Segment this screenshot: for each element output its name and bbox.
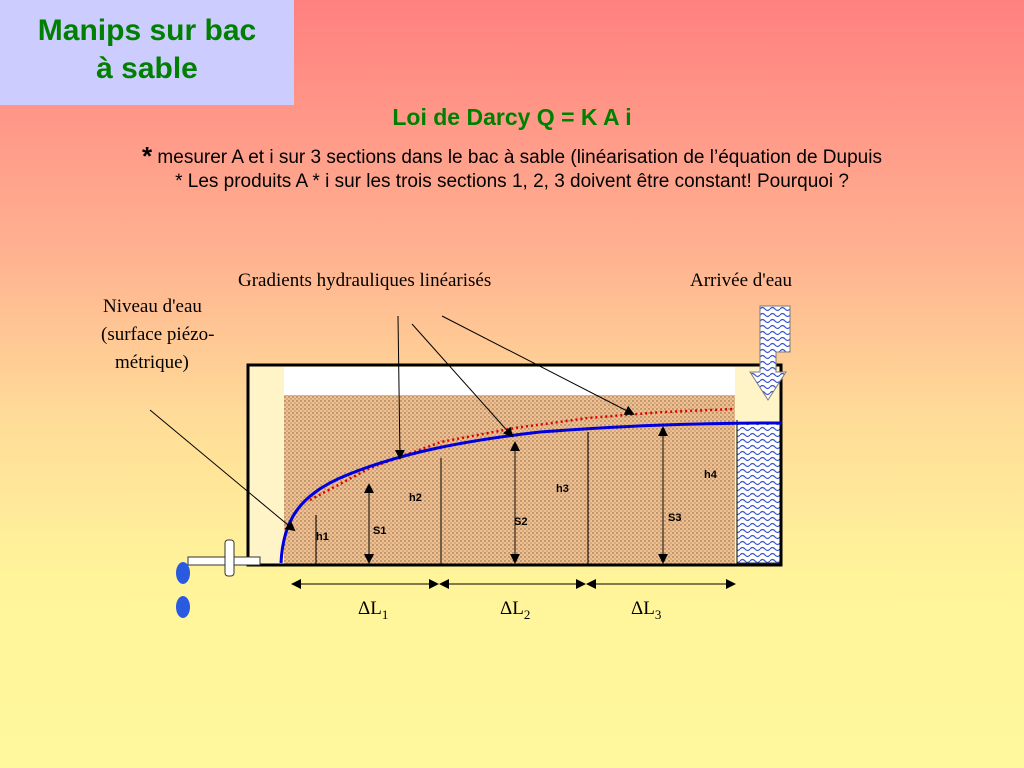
unsaturated-zone: [284, 367, 735, 395]
water-inflow-label: Arrivée d'eau: [690, 270, 793, 291]
h2-label: h2: [409, 492, 422, 504]
s3-label: S3: [668, 512, 682, 524]
delta-l1-label: $\Delta L_1$: [358, 598, 389, 622]
water-level-label-2: (surface piézo-: [101, 324, 215, 345]
bullet-star: *: [142, 141, 153, 171]
h1-label: h1: [316, 531, 329, 543]
h4-label: h4: [704, 469, 717, 481]
darcy-law-heading: Loi de Darcy Q = K A i: [392, 104, 632, 130]
delta-l2-label: $\Delta L_2$: [500, 598, 531, 622]
s1-label: S1: [373, 525, 387, 537]
s2-label: S2: [514, 516, 528, 528]
sand-body: [284, 395, 735, 564]
gradients-label: Gradients hydrauliques linéarisés: [238, 270, 492, 291]
delta-l3-label: $\Delta L_3$: [631, 598, 662, 622]
outlet-pipe: [188, 557, 260, 565]
water-drop-2: [176, 596, 190, 618]
h3-label: h3: [556, 483, 569, 495]
slide-title-line1: Manips sur bac: [37, 14, 257, 47]
water-reservoir: [737, 424, 780, 563]
bullet-text-1: mesurer A et i sur 3 sections dans le bac à sable (linéarisation de l’équation de Dupuis: [157, 147, 882, 168]
water-level-label-3: métrique): [115, 352, 189, 373]
outlet-valve: [225, 540, 234, 576]
bullet-line-2: * Les produits A * i sur les trois sections 1, 2, 3 doivent être constant! Pourquoi ?: [175, 171, 849, 192]
water-drop-1: [176, 562, 190, 584]
water-level-label-1: Niveau d'eau: [103, 296, 202, 317]
slide-title-line2: à sable: [96, 52, 198, 85]
